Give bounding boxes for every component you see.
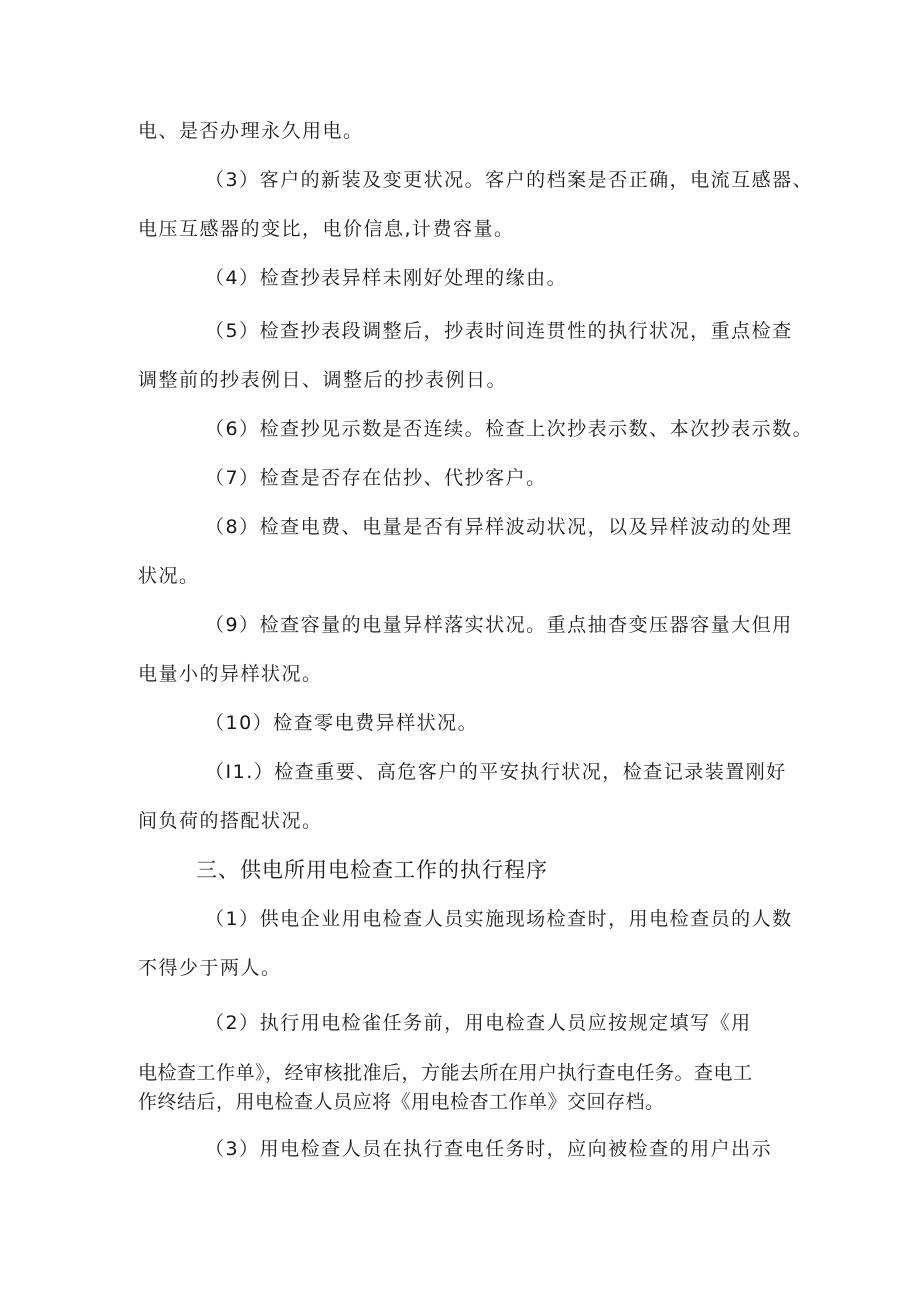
paragraph-line: 电、是否办理永久用电。 — [138, 120, 364, 142]
paragraph-line: （2）执行用电检雀任务前，用电检查人员应按规定填写《用 — [205, 1012, 752, 1034]
paragraph-line: （6）检查抄见示数是否连续。检查上次抄表示数、本次抄表示数。 — [205, 418, 814, 440]
paragraph-line: 电量小的异样状况。 — [138, 663, 323, 685]
paragraph-line: （4）检查抄表异样未刚好处理的缘由。 — [205, 267, 568, 289]
paragraph-line: （8）检查电费、电量是否有异样波动状况，以及异样波动的处理 — [205, 516, 793, 538]
paragraph-line: （9）检查容量的电量异样落实状况。重点抽杳变压器容量大但用 — [205, 614, 793, 636]
paragraph-line: 调整前的抄表例日、调整后的抄表例日。 — [138, 369, 508, 391]
paragraph-line: （5）检查抄表段调整后，抄表时间连贯性的执行状况，重点检查 — [205, 320, 793, 342]
paragraph-line: （10）检查零电费异样状况。 — [205, 712, 479, 734]
section-heading: 三、供电所用电检查工作的执行程序 — [196, 858, 548, 882]
paragraph-line: 不得少于两人。 — [138, 957, 282, 979]
paragraph-line: 电检查工作单》，经审核批准后，方能去所在用户执行查电任务。查电工 — [138, 1062, 753, 1084]
paragraph-line: （1）供电企业用电检查人员实施现场检查时，用电检查员的人数 — [205, 908, 793, 930]
paragraph-line: （I1.）检查重要、高危客户的平安执行状况，检查记录装置刚好 — [205, 761, 787, 783]
paragraph-line: （3）用电检查人员在执行查电任务时，应向被检查的用户出示 — [205, 1138, 773, 1160]
paragraph-line: （7）检查是否存在估抄、代抄客户。 — [205, 467, 547, 489]
paragraph-line: （3）客户的新装及变更状况。客户的档案是否正确，电流互感器、 — [205, 169, 814, 191]
paragraph-line: 作终结后，用电检查人员应将《用电检杳工作单》交回存档。 — [138, 1091, 665, 1113]
paragraph-line: 电压互感器的变比，电价信息,计费容量。 — [138, 218, 515, 240]
paragraph-line: 间负荷的搭配状况。 — [138, 810, 323, 832]
paragraph-line: 状况。 — [138, 565, 200, 587]
